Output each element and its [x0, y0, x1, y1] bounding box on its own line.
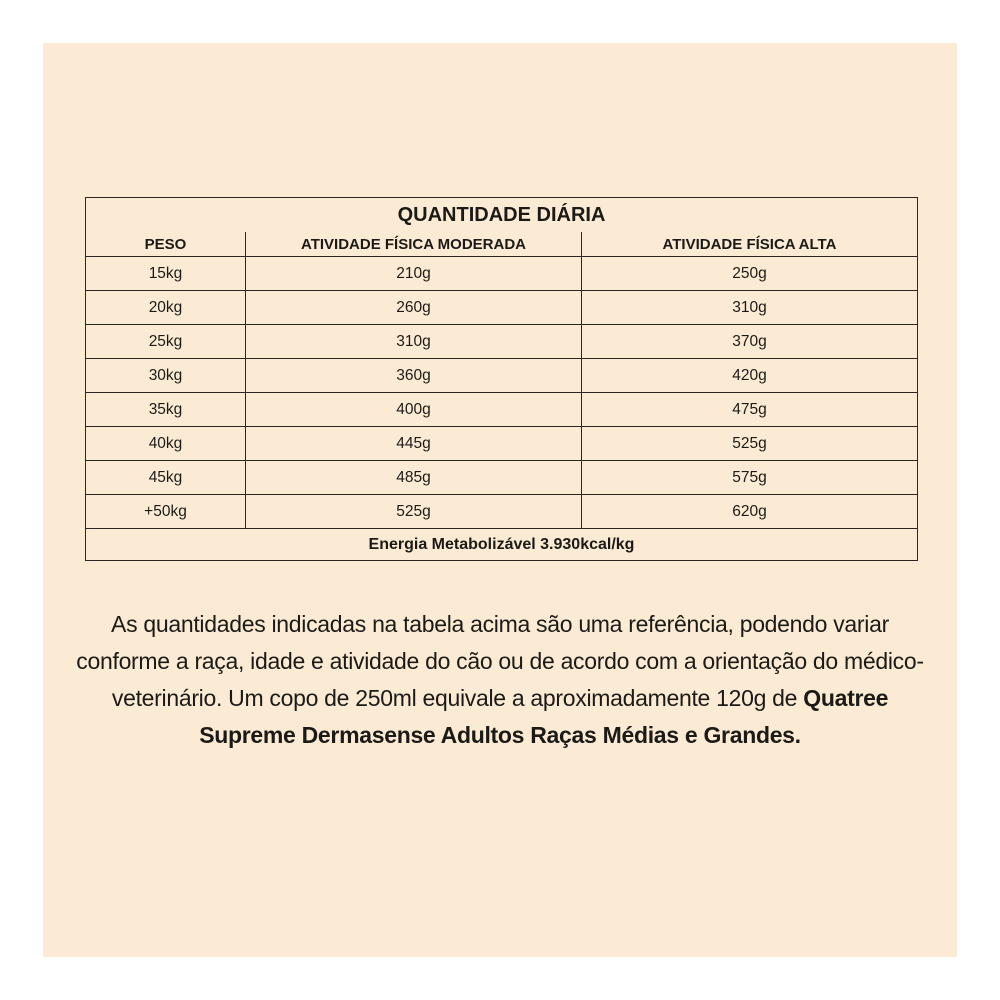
table-title-row — [86, 198, 918, 233]
cell-peso: 15kg — [86, 257, 246, 291]
table-row — [86, 461, 918, 495]
feeding-note — [70, 606, 930, 754]
cell-peso: +50kg — [86, 495, 246, 529]
cell-moderada: 400g — [246, 393, 582, 427]
header-peso: PESO — [86, 232, 246, 257]
note-text: As quantidades indicadas na tabela acima são uma referência, podendo variar conforme a raça, idade e atividade do cão ou de acordo com a orientação do médico-veterinário. Um copo de 250ml equivale a aproximadamente 120g de — [76, 611, 924, 711]
header-moderada: ATIVIDADE FÍSICA MODERADA — [246, 232, 582, 257]
cell-moderada: 445g — [246, 427, 582, 461]
cell-peso: 20kg — [86, 291, 246, 325]
table-row — [86, 495, 918, 529]
cell-moderada: 525g — [246, 495, 582, 529]
cell-moderada: 360g — [246, 359, 582, 393]
table-row — [86, 427, 918, 461]
cell-moderada: 210g — [246, 257, 582, 291]
cell-peso: 30kg — [86, 359, 246, 393]
table-header-row — [86, 232, 918, 257]
cell-alta: 420g — [582, 359, 918, 393]
energy-footer: Energia Metabolizável 3.930kcal/kg — [86, 529, 918, 561]
cell-moderada: 310g — [246, 325, 582, 359]
cell-alta: 475g — [582, 393, 918, 427]
header-alta: ATIVIDADE FÍSICA ALTA — [582, 232, 918, 257]
cell-moderada: 260g — [246, 291, 582, 325]
table-row — [86, 359, 918, 393]
cell-alta: 310g — [582, 291, 918, 325]
product-name: Quatree Supreme Dermasense Adultos Raças Médias e Grandes. — [199, 685, 889, 748]
table-title: QUANTIDADE DIÁRIA — [86, 198, 918, 233]
cell-alta: 370g — [582, 325, 918, 359]
feeding-table — [85, 197, 918, 561]
cell-peso: 40kg — [86, 427, 246, 461]
cell-alta: 250g — [582, 257, 918, 291]
table-row — [86, 257, 918, 291]
cell-peso: 25kg — [86, 325, 246, 359]
cell-alta: 525g — [582, 427, 918, 461]
table-row — [86, 325, 918, 359]
cell-moderada: 485g — [246, 461, 582, 495]
table-row — [86, 291, 918, 325]
table-footer-row — [86, 529, 918, 561]
cell-alta: 575g — [582, 461, 918, 495]
cell-peso: 35kg — [86, 393, 246, 427]
cell-peso: 45kg — [86, 461, 246, 495]
table-row — [86, 393, 918, 427]
cell-alta: 620g — [582, 495, 918, 529]
